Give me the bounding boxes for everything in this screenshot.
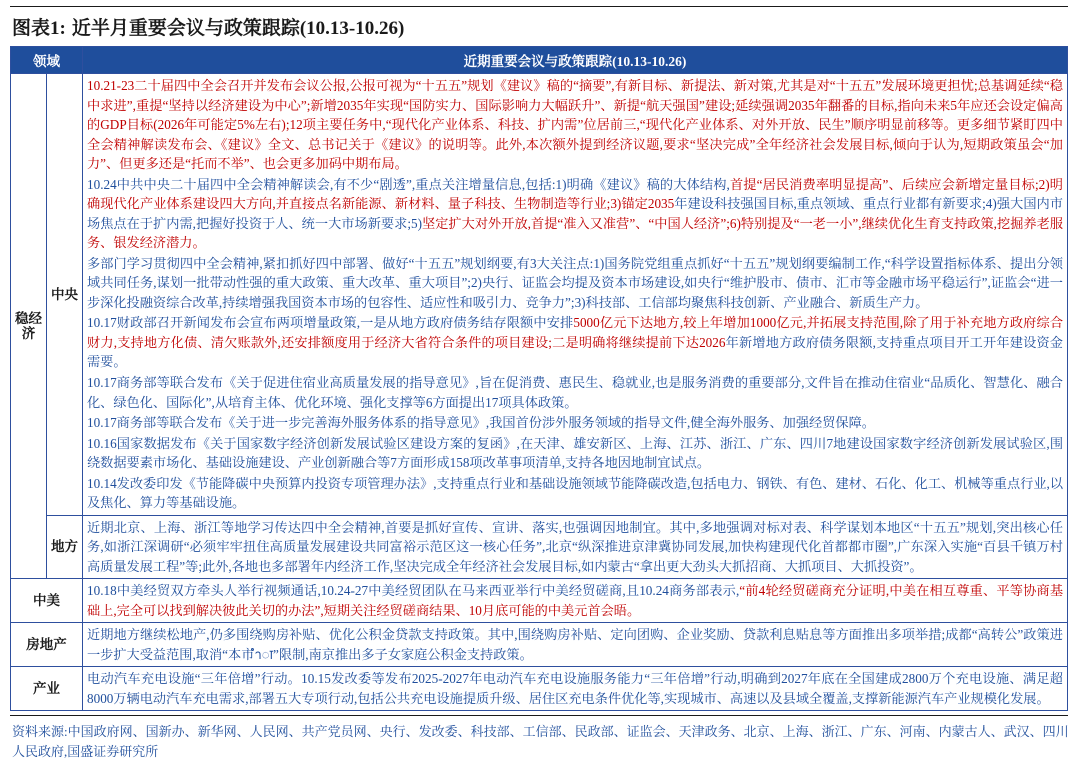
text-segment: 年建设科技强国目标,重点领域、重点行业都有新要求;4)强大国内市场焦点在于扩内需,把握好投资于人、统一大市场新要求;5) [87, 196, 1063, 231]
table-row [11, 579, 1068, 623]
text-segment: 字经济创新发展试验区,围绕数据要素市场化、基础设施建设、产业创新融合等7方面形成158项改革事项清单,支持各地因地制宜试点。 [87, 435, 1064, 471]
para-1014-ndrc [87, 474, 1063, 513]
text-segment: 10.16国家数据发布《关于国家数字经济创新发展试验区建设方案的复函》,在天津、雄安新区、上海、江苏、浙江、广东、四川7地建设国家数 [87, 435, 914, 451]
text-segment: 产业体系、科技、扩内需”位居前三,“现代化产业体系、对外开放、民生”顺序明显前移等。更多细节紧盯四中全会精神解读发布会、《建议》 [87, 117, 1063, 152]
text-segment: 全文、总书记关于《建议》的说明等。此外,本次额外提到经济议题,要求“坚决完成”全年经济社会发展目标,倾向于认为,短期政策虽会“ [267, 136, 1050, 152]
text-segment: 五五”发展环境更担忧;总基调延续“稳中求进”,重提“坚持以经济建设为中心”;新增2035年实现“国防实力、国际影响力大幅跃升”、新提 [87, 78, 1063, 113]
source-text: 中国政府网、国新办、新华网、人民网、共产党员网、央行、发改委、科技部、工信部、民政部、证监会、天津政务、北京、上海、浙江、广东、河南、内蒙古人、武汉、四川人民政府,国盛证券研究所 [12, 724, 1069, 759]
text-segment: 近期地方继续松地产,仍多围绕购房补贴、优化公积金贷款支持政策。其中,围绕购房补贴、定向团购、企业奖励、贷款利息贴息等方面推出多项 [87, 627, 916, 643]
para-1024-interpretation [87, 175, 1063, 253]
table-body [11, 74, 1068, 711]
text-segment: 近期北京、上海、浙江等地学习传达四中全会精神,首要是抓好宣传、宣讲、落实,也强调因地制宜。其中,多地强调对标对表、科学谋划本地区 [87, 519, 914, 535]
top-divider [10, 6, 1068, 7]
domain-cell-real-estate: 房地产 [11, 623, 83, 667]
text-segment: 、化工、机械等重点行业,以及焦化、算力等基础设施。 [87, 475, 1064, 511]
text-segment: 10.17商务部等联合发布《关于进一步完善海外服务体系的指导意见》,我国首份涉外服务领域的指导文件,健全海外服务、加强经贸保障。 [87, 415, 875, 431]
source-label: 资料来源: [12, 724, 68, 740]
para-1021-plenum [87, 76, 1063, 174]
text-segment: 加快构建现代化首都都市圈”,广东深入实施“百县千镇万村高质量发展工程”等;此外,各地也多部署年内经济工作,坚决完成全年经济社会发 [87, 539, 1063, 574]
para-1016-data [87, 434, 1063, 473]
text-segment: 引力、竞争力”;3)科技部、工信部均聚焦科技创新、产业融合、新质生产力。 [485, 294, 929, 310]
text-segment: 10.14发改委印发《节能降碳中央预算内投资专项管理办法》,支持重点行业和基础设施领域节能降碳改造,包括电力、钢铁、有色、建材、石化 [87, 475, 902, 491]
para-1017-mof [87, 313, 1063, 372]
table-row [11, 515, 1068, 579]
text-segment: “前4轮经贸磋商充分证明, [739, 583, 890, 599]
para-local [87, 518, 1063, 577]
text-segment: 速以及县域全覆盖,支撑新能源汽车产业规模化发展。 [743, 690, 1050, 706]
domain-cell-us-china: 中美 [11, 579, 83, 623]
header-content: 近期重要会议与政策跟踪(10.13-10.26) [83, 47, 1068, 74]
figure-title-label: 图表1: [12, 18, 66, 39]
table-header-row [11, 47, 1068, 74]
text-segment: 2800万个充电设施、满足超8000万辆电动汽车充电需求,部署五大专项行动,包括公共充电设施提质升级、居住区充电条件优化等,实现城市、高 [87, 671, 1063, 706]
text-segment: “航天强国”建设;延续强调2035年翻番的目标,指向未来5年应还会设定偏高的GDP目标(2026年可能定5%左右);12项主要任务中,“现代化 [87, 97, 1063, 133]
sub-cell-local: 地方 [47, 515, 83, 579]
text-segment: 年新增地方政府债务限额,支持重点项目开工开年建设资金需要。 [87, 334, 1063, 370]
text-segment: “十五五”规划,突出核心任务,如浙江深调研“必须牢牢扭住高质量发展建设共同富裕示范区这一核心任务”,北京“纵深推进京津冀协同发展, [87, 519, 1063, 555]
text-segment: 10.17商务部等联合发布《关于促进住宿业高质量发展的指导意见》,旨在促消费、惠民生、稳就业,也是服务消费的重要部分,文件旨在推动住 [87, 374, 898, 390]
text-segment: 中美在相互尊重、平等协商基础上,完全可以找到解决彼此关切的办法”,短期关注经贸磋商结果、10月底可能的中美元首会晤。 [87, 583, 1064, 618]
para-1017-mofcom-service [87, 413, 1063, 433]
text-segment: 开放,首提“准入又准营”、“中国人经济”;6)特别提及“一老一小”,继续优化生育支持政策,挖掘养老服务、银发经济潜力。 [87, 215, 1064, 251]
text-segment: 首提“居民消费率明显 [729, 176, 856, 192]
table-row [11, 74, 1068, 516]
text-segment: 设,如央行“维护股市、债市、汇市等金融市场平稳运行”,证监会“进一步深化投融资综合改革,持续增强我国资本市场的包容性、适应性和吸 [87, 275, 1063, 310]
policy-tracking-table [10, 46, 1068, 711]
content-cell-central [83, 74, 1068, 516]
text-segment: 宿业“品质化、智慧化、融合化、绿色化、国际化”,从培育主体、优化环境、强化支撑等6方面提出17项具体政策。 [87, 374, 1063, 410]
text-segment: 坚定扩大对外 [421, 215, 502, 231]
figure-title-text: 近半月重要会议与政策跟踪(10.13-10.26) [71, 18, 405, 39]
text-segment: 加力”、但更多还是“托而不举”、也会更多加码中期布局。 [87, 136, 1063, 172]
content-cell-us-china [83, 579, 1068, 623]
domain-cell-macro: 稳经济 [11, 74, 47, 579]
table-row [11, 667, 1068, 711]
para-departments-study [87, 254, 1063, 313]
text-segment: 10.24中共中央二十届四中全会精神解读会,有不少“剧透”,重点关注增量信息,包括:1)明确《建议》稿的大体结构, [87, 176, 730, 192]
source-note [10, 722, 1070, 761]
text-segment: 5000亿元下达地方,较上年增加1000亿元,并拓展支持范 [573, 315, 887, 331]
text-segment: 10.18中美经贸双方牵头人举行视频通话,10.24-27中美经贸团队在马来西亚举行中美经贸磋商,且10.24商务部表示, [87, 583, 740, 599]
table-row [11, 623, 1068, 667]
content-cell-industry [83, 667, 1068, 711]
text-segment: 10.17财政部召开新闻发布会宣布两项增量政策,一是从地方政府债务结存限额中安排 [87, 315, 574, 331]
text-segment: 多部门学习贯彻四中全会精神,紧扣抓好四中部署、做好“十五五”规划纲要,有3大关注点:1)国务院党组重点抓好“十五五”规划纲要编制工 [87, 255, 869, 271]
header-domain: 领域 [11, 47, 83, 74]
figure-title [10, 11, 1070, 46]
text-segment: 举措;成都“高转公”政策进一步扩大受益范围,取消“本市ําा”限制,南京推出多子女家庭公积金支持政策。 [87, 627, 1063, 662]
domain-cell-industry: 产业 [11, 667, 83, 711]
text-segment: 提高”、后续应会新增定量目标;2)明确现代化产业体系建设四大方向,并直接点名新能源、新材料、量子科技、生物制造等行业;3)锚定2035 [87, 176, 1063, 212]
source-divider [10, 715, 1068, 716]
para-1017-mofcom-residence [87, 373, 1063, 412]
para-industry [87, 669, 1063, 708]
sub-cell-central: 中央 [47, 74, 83, 516]
text-segment: 围,除了用于补充地方政府综合财力,支持地方化债、清欠账款外,还安排额度用于经济大省符合条件的项目建设;二是明确将继续提前下达2026 [87, 315, 1064, 350]
content-cell-local [83, 515, 1068, 579]
para-us-china [87, 581, 1063, 620]
text-segment: 10.21-23二十届四中全会召开并发布会议公报,公报可视为“十五五”规划《建议》稿的“摘要”,有新目标、新提法、新对策,尤其是对“十 [87, 78, 849, 93]
text-segment: 展目标,如内蒙古“拿出更大劲头大抓招商、大抓项目、大抓投资”。 [538, 558, 923, 574]
text-segment: 作,“科学设置指标体系、提出分领域共同任务,谋划一批带动性强的重大政策、重大改革、重大项目”;2)央行、证监会均提及资本市场建 [87, 255, 1063, 291]
para-realestate [87, 625, 1063, 664]
text-segment: 电动汽车充电设施“三年倍增”行动。10.15发改委等发布2025-2027年电动汽车充电设施服务能力“三年倍增”行动,明确到2027年底在全国建成 [87, 671, 903, 687]
content-cell-real-estate [83, 623, 1068, 667]
